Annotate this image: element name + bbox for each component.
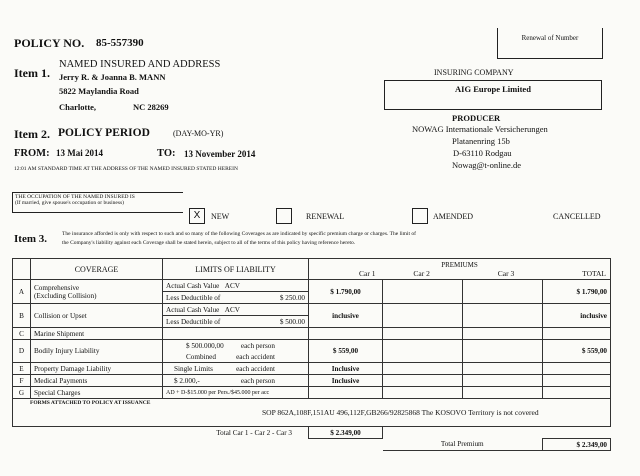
limit-cell	[163, 351, 309, 363]
to-label: TO:	[157, 148, 176, 159]
item2-label: Item 2.	[14, 127, 50, 141]
limit-value: ACV	[224, 305, 240, 314]
limit-value: $ 2.000,-	[174, 376, 200, 385]
limit-text: each person	[240, 341, 275, 350]
car3-premium	[463, 340, 543, 363]
coverage-name: Special Charges	[31, 387, 163, 399]
car1-premium: Inclusive	[309, 363, 383, 375]
from-date: 13 Mai 2014	[56, 148, 103, 158]
header-car2: Car 2	[413, 268, 430, 278]
limit-text: Actual Cash Value	[166, 305, 220, 314]
total-label: Total Car 1 - Car 2 - Car 3	[13, 427, 309, 439]
new-checkbox[interactable]: X	[189, 208, 205, 224]
limit-text: Single Limits	[174, 364, 213, 373]
table-row	[13, 387, 611, 399]
limit-value: ACV	[224, 281, 240, 290]
limit-cell	[163, 316, 309, 328]
insurer-name: AIG Europe Limited	[455, 84, 531, 94]
coverage-name: Property Damage Liability	[31, 363, 163, 375]
table-row	[13, 375, 611, 387]
coverage-name: Comprehensive	[34, 283, 80, 292]
row-letter: B	[13, 304, 31, 328]
amended-checkbox[interactable]	[412, 208, 428, 224]
item3-label: Item 3.	[14, 233, 47, 245]
limit-cell	[163, 304, 309, 316]
car3-premium	[463, 280, 543, 304]
occupation-line1: THE OCCUPATION OF THE NAMED INSURED IS	[15, 194, 135, 200]
coverage-cell	[31, 280, 163, 304]
policy-number-label: POLICY NO.	[14, 36, 85, 50]
table-row	[13, 340, 611, 352]
producer-email: Nowag@t-online.de	[452, 160, 521, 170]
renewal-status-label: RENEWAL	[306, 212, 345, 221]
item3-text-line2: the Company's liability against each Coverage shall be stated herein, subject to all of the terms of this policy having reference hereto.	[62, 240, 356, 246]
renewal-box	[497, 28, 603, 59]
table-row	[13, 280, 611, 292]
total-row	[13, 427, 611, 439]
header-premiums-label: PREMIUMS	[441, 260, 478, 269]
car1-premium: $ 1.790,00	[309, 280, 383, 304]
insured-city: Charlotte,	[59, 102, 97, 112]
producer-name: NOWAG Internationale Versicherungen	[412, 124, 548, 134]
forms-label: FORMS ATTACHED TO POLICY AT ISSUANCE	[30, 400, 151, 406]
limit-text: each person	[240, 376, 275, 385]
car2-premium	[383, 340, 463, 363]
car3-premium	[463, 304, 543, 328]
limit-text: Combined	[186, 352, 216, 361]
limit-text: Actual Cash Value	[166, 281, 220, 290]
forms-text: SOP 862A,108F,151AU 496,112F,GB266/92825868 The KOSOVO Territory is not covered	[262, 408, 539, 417]
policy-number: 85-557390	[96, 37, 144, 49]
producer-label: PRODUCER	[452, 113, 501, 123]
header-coverage: COVERAGE	[31, 259, 163, 280]
limit-cell	[163, 340, 309, 352]
total-premium-value: $ 2.349,00	[543, 439, 611, 451]
row-letter: A	[13, 280, 31, 304]
row-letter: C	[13, 328, 31, 340]
coverage-name: Marine Shipment	[31, 328, 163, 340]
table-header-row	[13, 259, 611, 280]
insurer-box	[384, 80, 602, 110]
header-premiums	[309, 259, 611, 280]
coverage-subtext: (Excluding Collision)	[34, 291, 97, 300]
limit-text: Less Deductible of	[166, 293, 221, 302]
item3-text-line1: The insurance afforded is only with respect to such and so many of the following Coverages as are indicated by specific premium charge or charges. The limit of	[62, 231, 416, 237]
insured-street: 5822 Maylandia Road	[59, 86, 139, 96]
coverage-name: Bodily Injury Liability	[31, 340, 163, 363]
item1-title: NAMED INSURED AND ADDRESS	[59, 59, 221, 70]
table-row	[13, 363, 611, 375]
item1-label: Item 1.	[14, 66, 50, 80]
table-row	[13, 328, 611, 340]
row-letter: E	[13, 363, 31, 375]
car2-premium	[383, 280, 463, 304]
limit-value: $ 500.000,00	[186, 341, 224, 350]
car1-premium: Inclusive	[309, 375, 383, 387]
coverage-table	[12, 258, 611, 451]
standard-time-note: 12:01 AM STANDARD TIME AT THE ADDRESS OF THE NAMED INSURED STATED HEREIN	[14, 166, 238, 172]
limit-cell	[163, 375, 309, 387]
insured-name: Jerry R. & Joanna B. MANN	[59, 72, 166, 82]
forms-row	[13, 399, 611, 427]
total-premium: inclusive	[543, 304, 611, 328]
total-cars-value: $ 2.349,00	[309, 427, 383, 439]
limit-value: $ 250.00	[279, 293, 305, 302]
policy-period-format: (DAY-MO-YR)	[173, 129, 224, 138]
to-date: 13 November 2014	[184, 149, 256, 159]
row-letter: D	[13, 340, 31, 363]
occupation-line2: (If married, give spouse's occupation or business)	[15, 200, 124, 206]
producer-city: D-63110 Rodgau	[453, 148, 512, 158]
table-row	[13, 304, 611, 316]
coverage-name: Collision or Upset	[31, 304, 163, 328]
from-label: FROM:	[14, 148, 50, 159]
header-limits: LIMITS OF LIABILITY	[163, 259, 309, 280]
policy-period-title: POLICY PERIOD	[58, 127, 150, 139]
insuring-company-label: INSURING COMPANY	[434, 68, 514, 77]
total-premium: $ 559,00	[543, 340, 611, 363]
occupation-box	[12, 192, 183, 213]
renewal-label: Renewal of Number	[521, 34, 579, 42]
total-premium-label: Total Premium	[383, 439, 543, 451]
total-premium-row	[13, 439, 611, 451]
producer-street: Platanenring 15b	[452, 136, 510, 146]
row-letter: F	[13, 375, 31, 387]
total-premium: $ 1.790,00	[543, 280, 611, 304]
header-total: TOTAL	[582, 268, 606, 278]
cancelled-label: CANCELLED	[553, 212, 601, 221]
limit-cell	[163, 292, 309, 304]
coverage-name: Medical Payments	[31, 375, 163, 387]
limit-text: each accident	[236, 352, 275, 361]
car1-premium: inclusive	[309, 304, 383, 328]
row-letter: G	[13, 387, 31, 399]
renewal-checkbox[interactable]	[276, 208, 292, 224]
limit-text: each accident	[236, 364, 275, 373]
car2-premium	[383, 304, 463, 328]
new-label: NEW	[211, 212, 230, 221]
limit-text: AD + D-$15.000 per Pers./$45.000 per acc	[163, 387, 309, 399]
amended-label: AMENDED	[433, 212, 473, 221]
limit-value: $ 500.00	[279, 317, 305, 326]
car1-premium: $ 559,00	[309, 340, 383, 363]
limit-cell	[163, 363, 309, 375]
insured-state-zip: NC 28269	[133, 102, 169, 112]
limit-cell	[163, 280, 309, 292]
limit-text: Less Deductible of	[166, 317, 221, 326]
header-car3: Car 3	[497, 268, 515, 278]
header-car1: Car 1	[359, 268, 376, 278]
